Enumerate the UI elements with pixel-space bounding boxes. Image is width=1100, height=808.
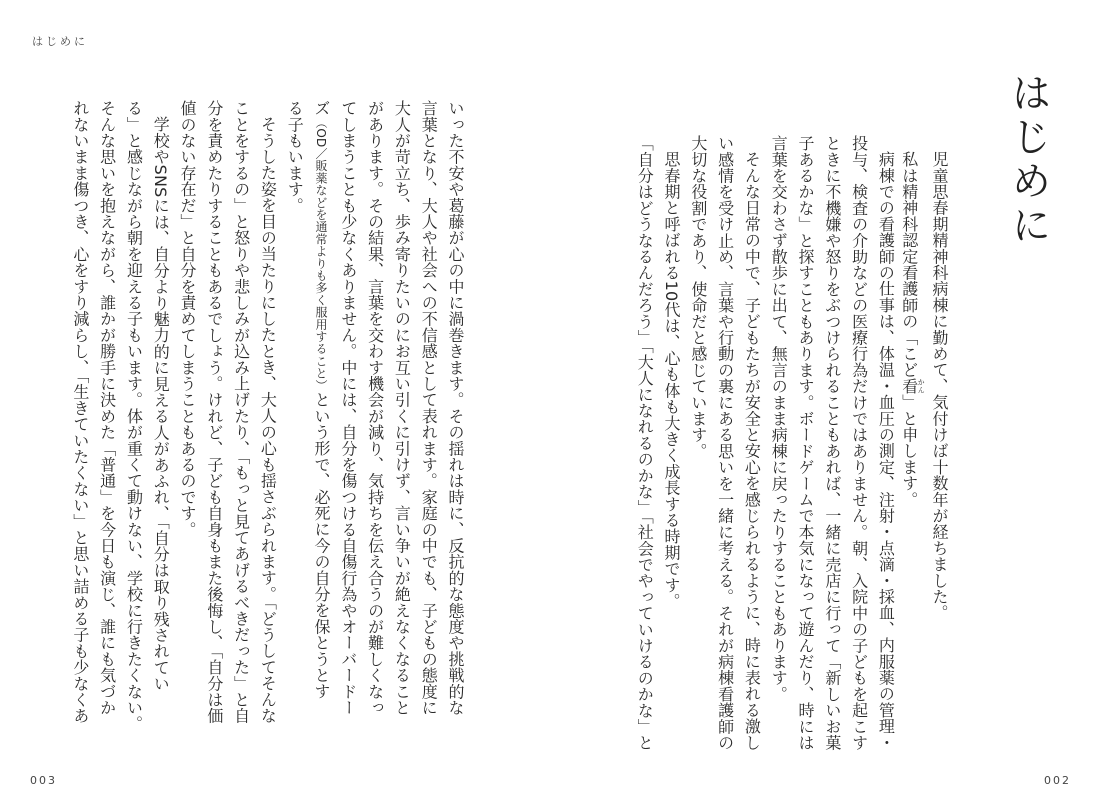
text-line: そんな思いを抱えながら、誰かが勝手に決めた「普通」を今日も演じ、誰にも気づか: [97, 100, 117, 716]
text-line: 学校やSNSには、自分より魅力的に見える人があふれ、「自分は取り残されてい: [151, 116, 171, 692]
running-header: はじめに: [32, 35, 88, 48]
text-line: 子あるかな」と探すこともあります。ボードゲームで本気になって遊んだり、時には: [796, 135, 816, 751]
text-line: 児童思春期精神科病棟に勤めて、気付けば十数年が経ちました。: [930, 151, 949, 621]
page-number-right: 002: [1044, 774, 1071, 787]
text-line: いった不安や葛藤が心の中に渦巻きます。その揺れは時に、反抗的な態度や挑戦的な: [446, 100, 465, 716]
parenthetical-note: （OD／販薬などを通常よりも多く服用すること）: [314, 116, 329, 392]
text-line: 分を責めたりすることもあるでしょう。けれど、子ども自身もまた後悔し、「自分は価: [204, 100, 224, 724]
text-line: る子もいます。: [285, 100, 305, 214]
ruby-annotation: [899, 377, 926, 395]
text-segment: 私は精神科認定看護師の「こど: [899, 151, 919, 378]
text-line: [307, 100, 334, 750]
text-segment: 」と申します。: [899, 394, 919, 508]
text-line: そうした姿を目の当たりにしたとき、大人の心も揺さぶられます。「どうしてそんな: [258, 116, 278, 724]
text-line: があります。その結果、言葉を交わす機会が減り、気持ちを伝え合うのが難しくなっ: [365, 100, 385, 716]
text-line: い感情を受け止め、言葉や行動の裏にある思いを一緒に考える。それが病棟看護師の: [715, 135, 735, 751]
page-title: はじめに: [1005, 72, 1051, 248]
text-line: 言葉を交わさず散歩に出て、無言のまま病棟に戻ったりすることもあります。: [769, 135, 789, 702]
text-line: 病棟での看護師の仕事は、体温・血圧の測定、注射・点滴・採血、内服薬の管理・: [876, 151, 896, 751]
ruby-text: かん: [917, 377, 926, 394]
left-page-body: [66, 100, 468, 750]
text-line: 言葉となり、大人や社会への不信感として表れます。家庭の中でも、子どもの態度に: [419, 100, 439, 716]
text-line: てしまうことも少なくありません。中には、自分を傷つける自傷行為やオーバードー: [338, 100, 358, 716]
text-line: ときに不機嫌や怒りをぶつけられることもあれば、一緒に売店に行って「新しいお菓: [822, 135, 842, 751]
text-line: れないまま傷つき、心をすり減らし、「生きていたくない」と思い詰める子も少なくあ: [70, 100, 90, 724]
ruby-base: 看: [899, 377, 919, 395]
text-line: そんな日常の中で、子どもたちが安全と安心を感じられるように、時に表れる激し: [742, 151, 762, 751]
text-line: 大切な役割であり、使命だと感じています。: [688, 135, 708, 459]
right-page-body: [630, 135, 952, 751]
text-line: 投与、検査の介助などの医療行為だけではありません。朝、入院中の子どもを起こす: [849, 135, 869, 751]
page-number-left: 003: [30, 774, 57, 787]
text-line: 思春期と呼ばれる10代は、心も体も大きく成長する時期です。: [662, 151, 682, 610]
text-segment: ズ: [312, 100, 332, 117]
text-line: 「自分はどうなるんだろう」「大人になれるのかな」「社会でやっていけるのかな」と: [635, 135, 655, 751]
text-segment: という形で、必死に今の自分を保とうとす: [312, 391, 332, 700]
text-line: [898, 135, 925, 735]
text-line: る」と感じながら朝を迎える子もいます。体が重くて動けない、学校に行きたくない。: [124, 100, 144, 732]
text-line: 値のない存在だ」と自分を責めてしまうこともあるのです。: [178, 100, 198, 538]
text-line: ことをするの」と怒りや悲しみが込み上げたり、「もっと見てあげるべきだった」と自: [231, 100, 251, 724]
text-line: 大人が苛立ち、歩み寄りたいのにお互い引くに引けず、言い争いが絶えなくなること: [392, 100, 412, 716]
